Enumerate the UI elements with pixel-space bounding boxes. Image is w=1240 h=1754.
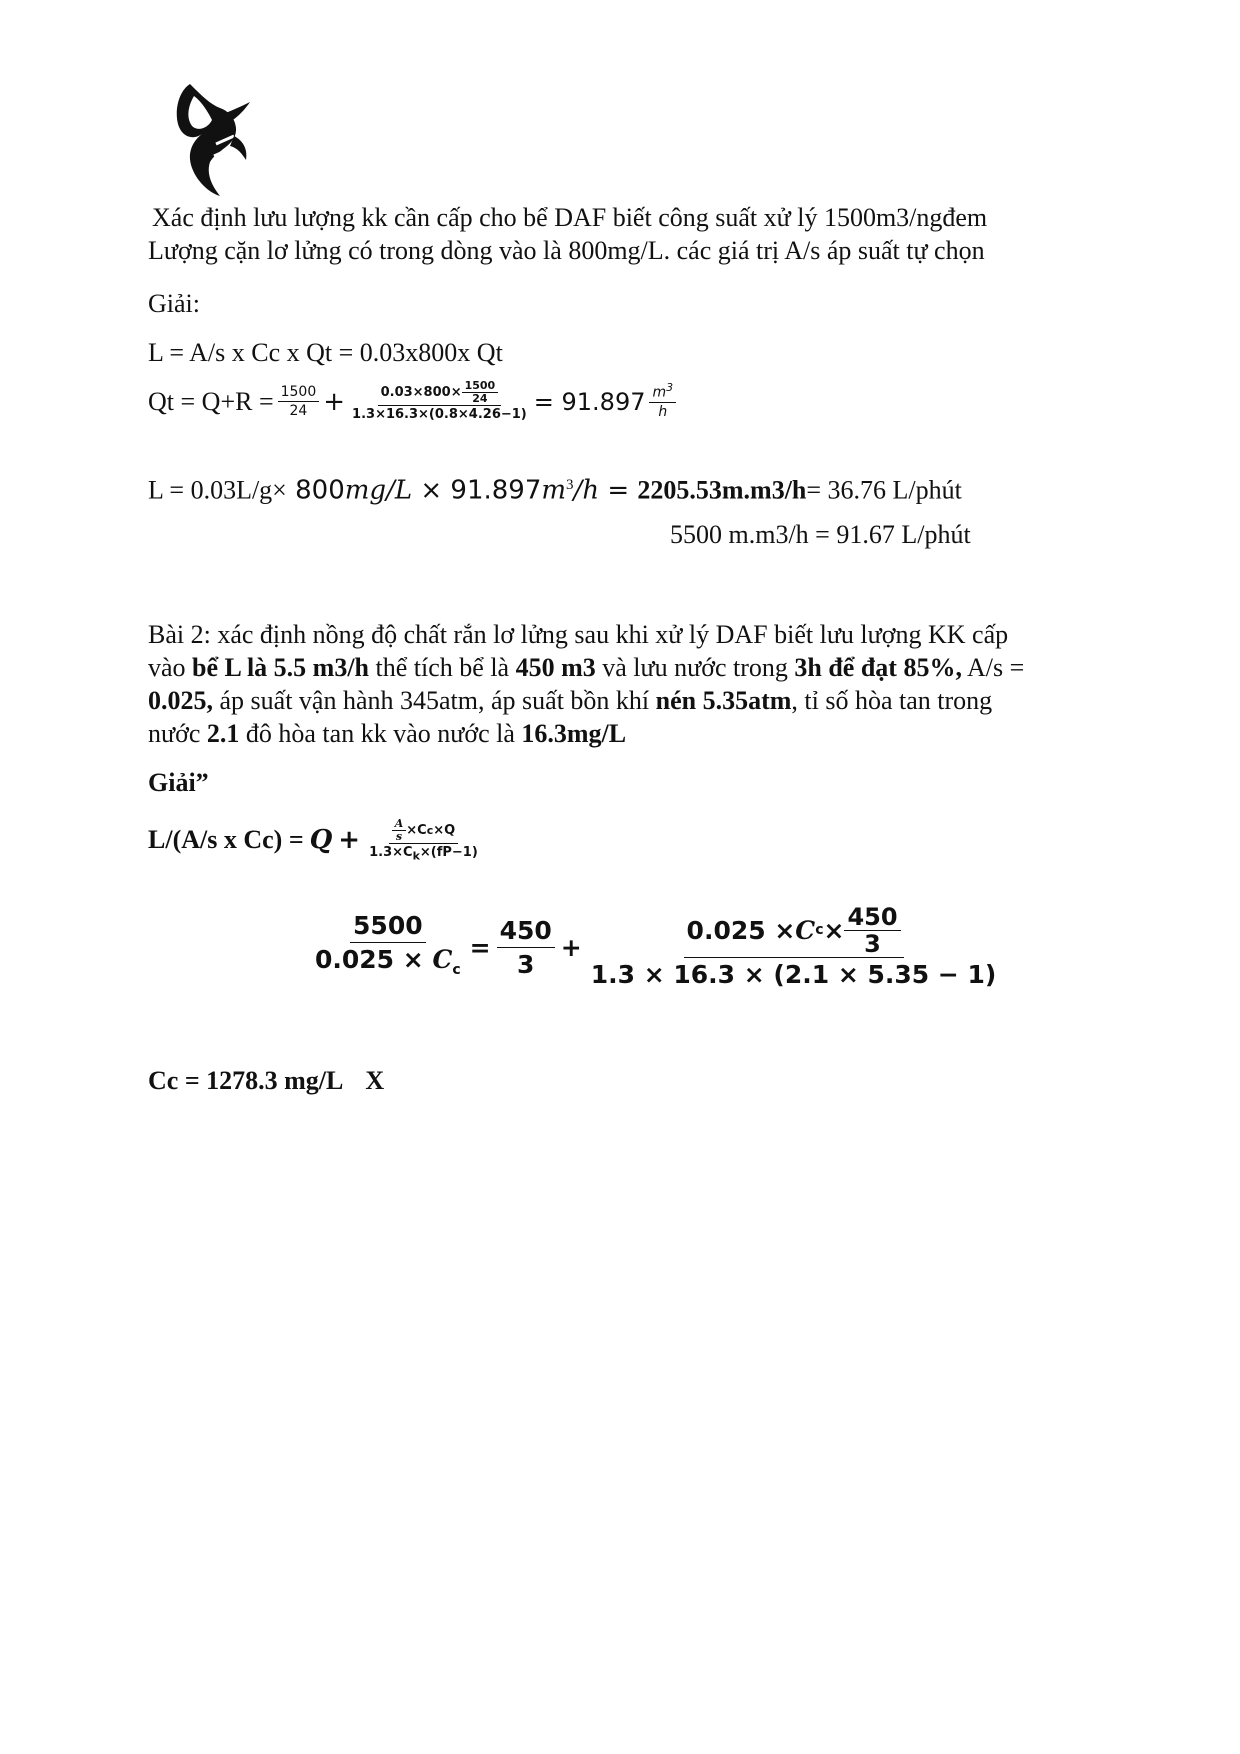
problem2-line1: Bài 2: xác định nồng độ chất rắn lơ lửng sau khi xử lý DAF biết lưu lượng KK cấp bbox=[148, 620, 1009, 649]
problem2-eq1-fraction: $\frac{A}{s}$ ×C c ×Q $1.3\times C_k\times(fP-1)$ bbox=[369, 817, 478, 863]
problem1-equation-4: 5500 m.m3/h = 91.67 L/phút bbox=[670, 520, 971, 549]
problem2-equation-2: $\frac{5500}{0.025 \times C_c}$ = $\frac{450}{3}$ + 0.025 × C c × $\frac{450}{3}$ 1.3 × 16.3 × (2.1 × 5.35 − 1) bbox=[312, 904, 999, 991]
problem1-line1: Xác định lưu lượng kk cần cấp cho bể DAF biết công suất xử lý 1500m3/ngđem bbox=[152, 203, 988, 232]
eq2-fraction-lhs: $\frac{5500}{0.025 \times C_c}$ bbox=[315, 910, 461, 978]
eq2-fraction-2: 0.03×800× $\frac{1500}{24}$ 1.3×16.3×(0.8×4.26−1) bbox=[352, 379, 527, 422]
problem1-line2: Lượng cặn lơ lửng có trong dòng vào là 800mg/L. các giá trị A/s áp suất tự chọn bbox=[148, 236, 985, 265]
problem2-line3: 0.025, áp suất vận hành 345atm, áp suất bồn khí nén 5.35atm, tỉ số hòa tan trong bbox=[148, 686, 993, 715]
problem1-equation-1: L = A/s x Cc x Qt = 0.03x800x Qt bbox=[148, 338, 503, 367]
problem2-solution-label: Giải” bbox=[148, 768, 209, 797]
problem2-line2: vào bể L là 5.5 m3/h thể tích bể là 450 m3 và lưu nước trong 3h để đạt 85%, A/s = bbox=[148, 653, 1025, 682]
eq2-unit: $\frac{m^3}{h}$ bbox=[649, 382, 676, 421]
stylized-fish-logo bbox=[172, 78, 254, 198]
eq2-fraction-volume: $\frac{450}{3}$ bbox=[497, 914, 555, 981]
eq2-lhs: Qt = Q+R = bbox=[148, 386, 274, 416]
problem2-line4: nước 2.1 đô hòa tan kk vào nước là 16.3mg/L bbox=[148, 719, 627, 748]
problem2-equation-1: L/(A/s x Cc) = Q + $\frac{A}{s}$ ×C c ×Q $1.3\times C_k\times(fP-1)$ bbox=[148, 818, 481, 863]
eq2-fraction-rhs: 0.025 × C c × $\frac{450}{3}$ 1.3 × 16.3 × (2.1 × 5.35 − 1) bbox=[590, 903, 997, 989]
problem1-equation-3: $L = 0.03L/g\times 800mg/L \times 91.897m^3/h = 2205.53m.m3/h= 36.76$ L/phút bbox=[148, 475, 962, 506]
eq2-fraction-1: $\frac{1500}{24}$ bbox=[278, 383, 320, 420]
problem1-equation-2: Qt = Q+R = $\frac{1500}{24}$ + 0.03×800× $\frac{1500}{24}$ 1.3×16.3×(0.8×4.26−1) = 91.897 $\frac{m^3}{h}$ bbox=[148, 380, 676, 423]
problem2-result: Cc = 1278.3 mg/L X bbox=[148, 1066, 385, 1095]
problem1-solution-label: Giải: bbox=[148, 289, 200, 318]
result-mark: X bbox=[365, 1066, 385, 1095]
